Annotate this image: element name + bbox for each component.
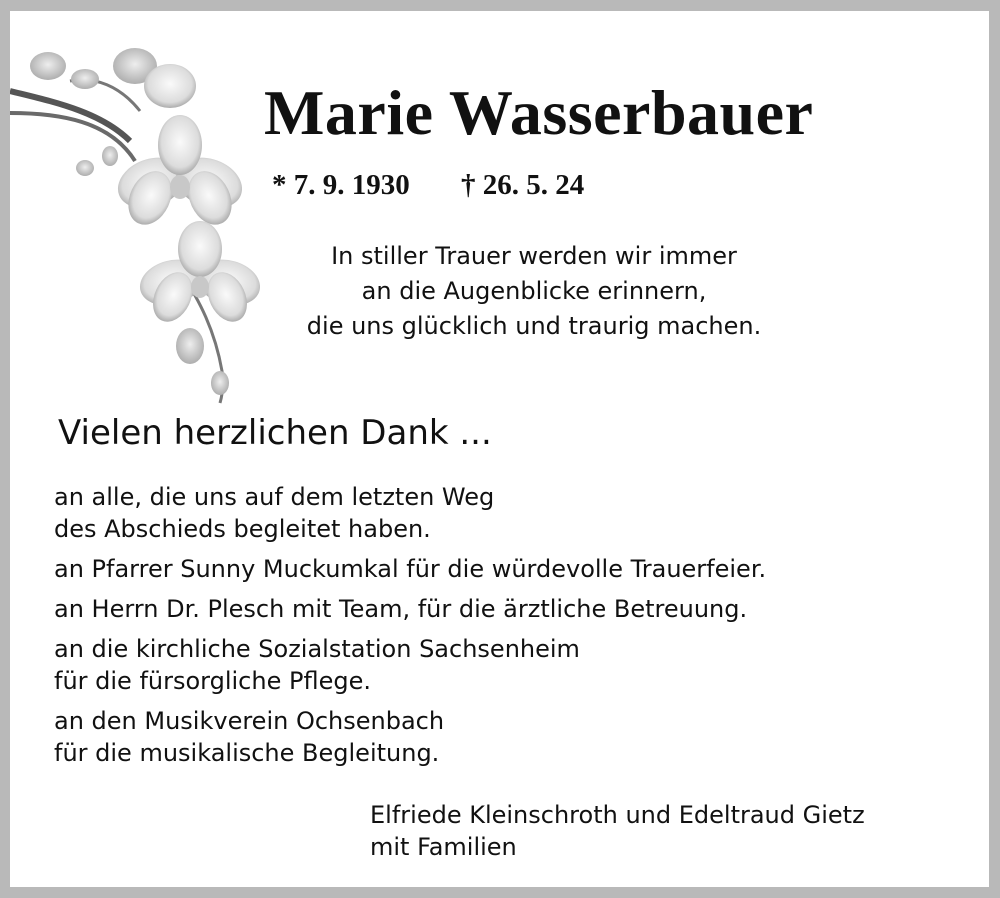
thanks-list	[54, 481, 954, 777]
signature-line: Elfriede Kleinschroth und Edeltraud Gietz	[370, 801, 865, 829]
quote-line: die uns glücklich und traurig machen.	[306, 312, 762, 340]
thanks-line: für die fürsorgliche Pflege.	[54, 667, 371, 695]
birth-date: * 7. 9. 1930	[272, 169, 410, 201]
thanks-heading: Vielen herzlichen Dank ...	[58, 413, 492, 453]
thanks-line: an die kirchliche Sozialstation Sachsenheim	[54, 635, 580, 663]
thanks-line: an Herrn Dr. Plesch mit Team, für die ärztliche Betreuung.	[54, 595, 748, 623]
death-date: † 26. 5. 24	[461, 169, 585, 201]
deceased-name: Marie Wasserbauer	[264, 77, 814, 148]
life-dates	[272, 171, 584, 200]
thanks-item	[54, 633, 954, 697]
orchid-icon	[10, 41, 260, 411]
obituary-card	[10, 11, 989, 887]
thanks-item	[54, 705, 954, 769]
thanks-item	[54, 593, 954, 625]
thanks-item	[54, 481, 954, 545]
thanks-item	[54, 553, 954, 585]
thanks-line: an den Musikverein Ochsenbach	[54, 707, 445, 735]
quote-line: In stiller Trauer werden wir immer	[331, 242, 737, 270]
memorial-quote	[274, 239, 794, 344]
quote-line: an die Augenblicke erinnern,	[361, 277, 707, 305]
thanks-line: an alle, die uns auf dem letzten Weg	[54, 483, 495, 511]
signature-line: mit Familien	[370, 833, 517, 861]
thanks-line: für die musikalische Begleitung.	[54, 739, 440, 767]
thanks-line: an Pfarrer Sunny Muckumkal für die würdevolle Trauerfeier.	[54, 555, 767, 583]
thanks-line: des Abschieds begleitet haben.	[54, 515, 431, 543]
signature	[370, 799, 865, 863]
